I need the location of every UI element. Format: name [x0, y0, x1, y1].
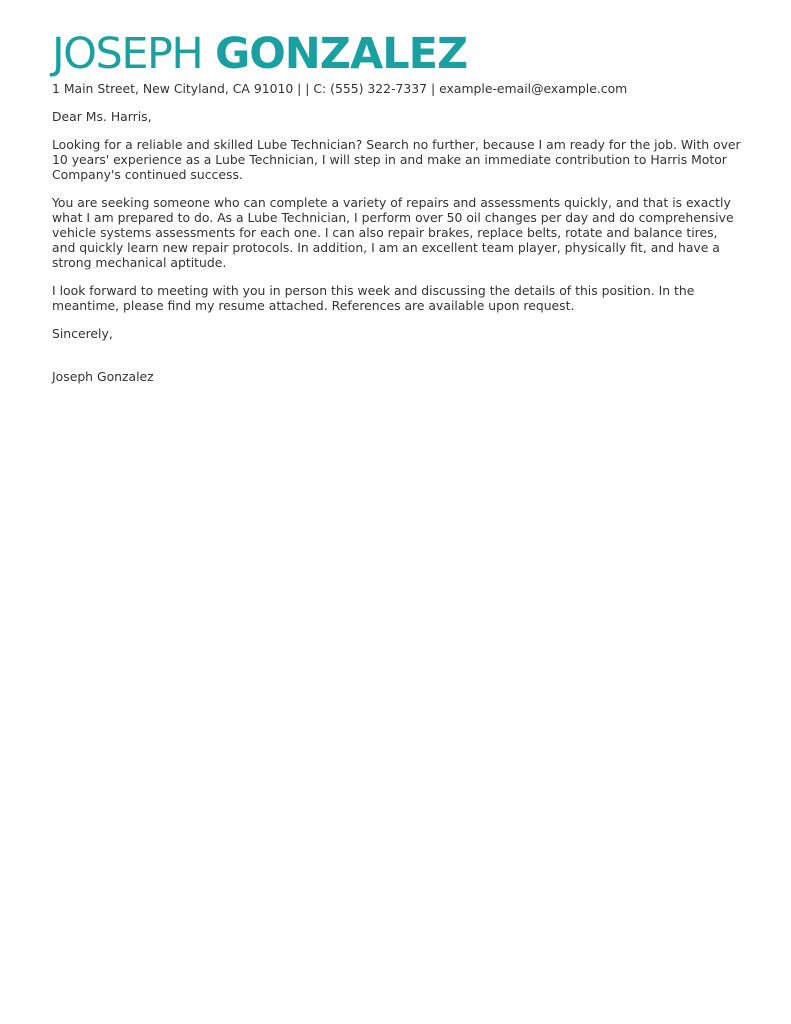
salutation: Dear Ms. Harris,	[52, 109, 152, 124]
letter-body	[52, 109, 742, 384]
closing: Sincerely,	[52, 326, 113, 341]
paragraph-qualifications: You are seeking someone who can complete a variety of repairs and assessments quickly, and that is exactly what I am prepared to do. As a Lube Technician, I perform over 50 oil changes per day and do comprehensive vehicle systems assessments for each one. I can also repair brakes, replace belts, rotate and balance tires, and quickly learn new repair protocols. In addition, I am an excellent team player, physically fit, and have a strong mechanical aptitude.	[52, 195, 734, 270]
paragraph-closing-remarks: I look forward to meeting with you in person this week and discussing the details of this position. In the meantime, please find my resume attached. References are available upon request.	[52, 283, 695, 313]
last-name: GONZALEZ	[214, 29, 468, 79]
first-name: JOSEPH	[52, 29, 203, 79]
paragraph-intro: Looking for a reliable and skilled Lube Technician? Search no further, because I am ready for the job. With over 10 years' experience as a Lube Technician, I will step in and make an immediate contribution to Harris Motor Company's continued success.	[52, 137, 741, 182]
signature: Joseph Gonzalez	[52, 369, 154, 384]
applicant-name	[52, 30, 752, 78]
letter-header	[52, 30, 752, 97]
contact-line: 1 Main Street, New Cityland, CA 91010 | | C: (555) 322-7337 | example-email@example.com	[52, 81, 628, 96]
